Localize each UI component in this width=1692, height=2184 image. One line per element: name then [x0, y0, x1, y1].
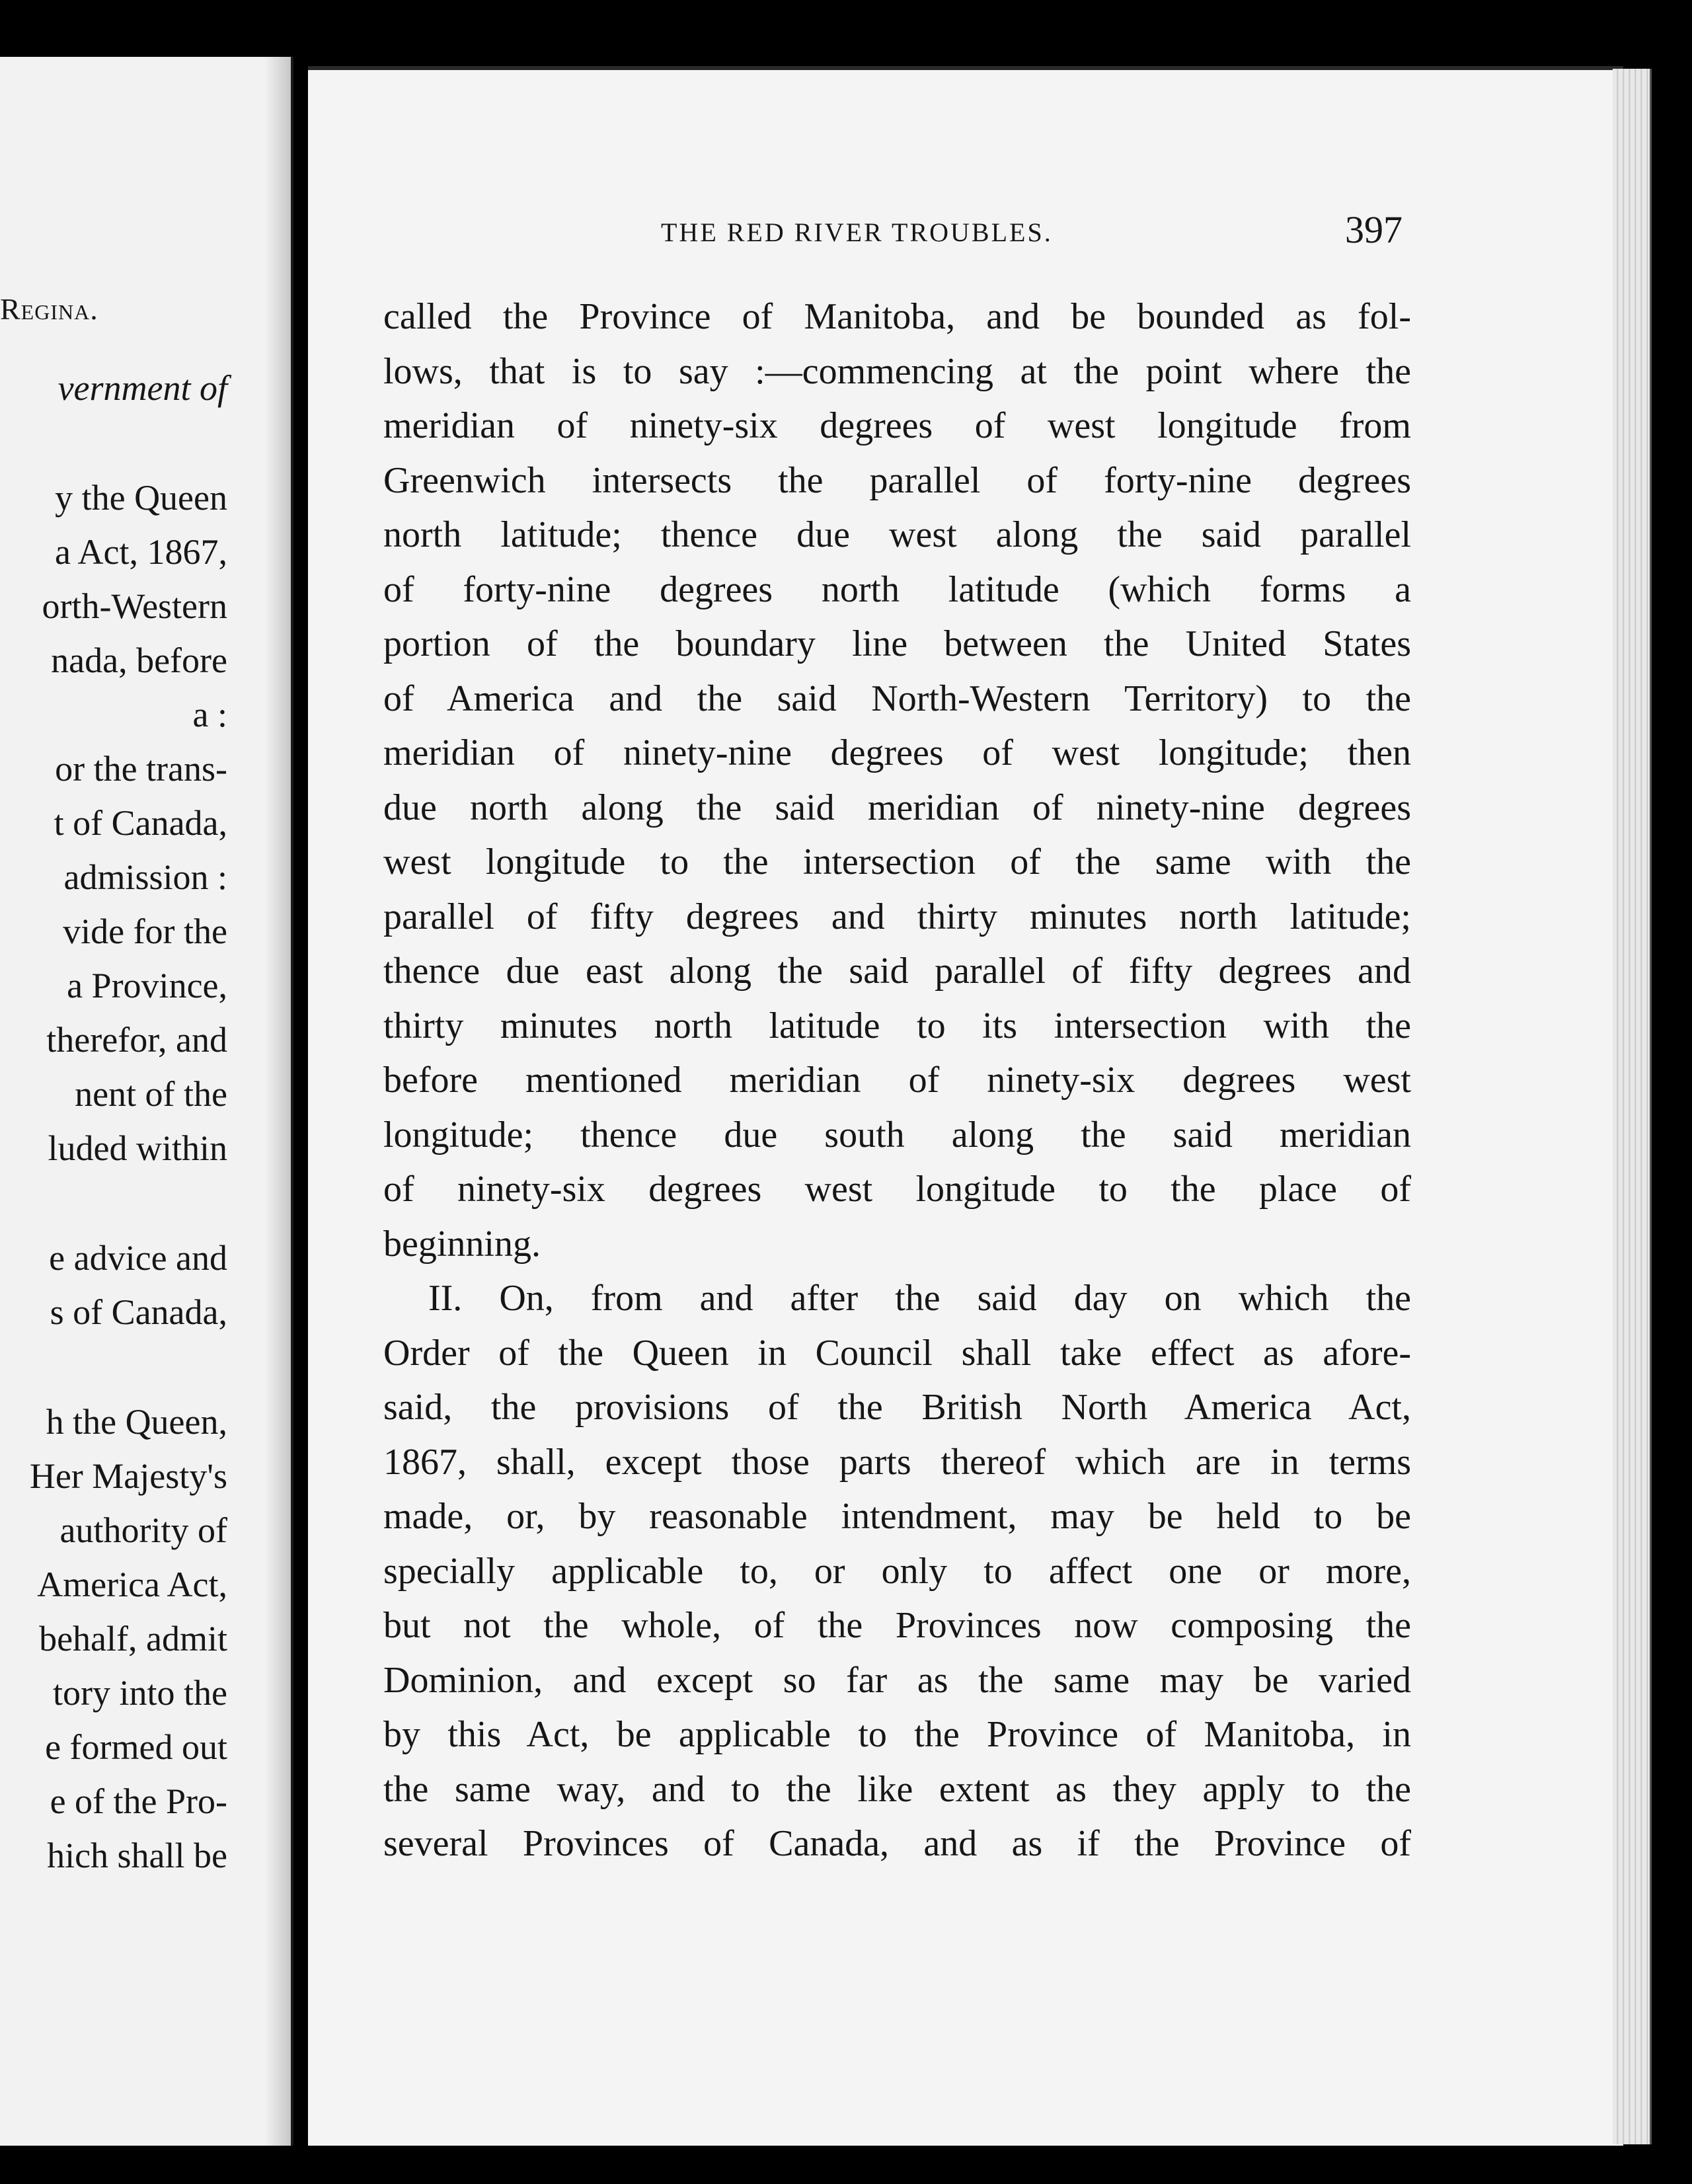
left-text-line	[0, 415, 227, 471]
page-edges	[1613, 69, 1652, 2144]
body-text	[383, 290, 1411, 1871]
left-text-line: a Province,	[67, 966, 227, 1005]
body-text-line: made, or, by reasonable intendment, may be held to be	[383, 1496, 1411, 1537]
page-number: 397	[1345, 208, 1403, 251]
body-text-line: said, the provisions of the British North America Act,	[383, 1387, 1411, 1428]
body-text-line: of ninety-six degrees west longitude to the place of	[383, 1169, 1411, 1210]
left-text-line: authority of	[59, 1510, 227, 1550]
body-text-line: several Provinces of Canada, and as if the Province of	[383, 1823, 1411, 1864]
left-text-line: a Act, 1867,	[55, 532, 227, 572]
running-head: THE RED RIVER TROUBLES.	[661, 217, 1053, 247]
body-text-line: parallel of fifty degrees and thirty minutes north latitude;	[383, 896, 1411, 937]
left-text-line: vide for the	[63, 912, 227, 951]
body-text-line: Order of the Queen in Council shall take effect as afore-	[383, 1332, 1411, 1374]
body-text-line: Dominion, and except so far as the same may be varied	[383, 1659, 1411, 1701]
left-text-line: s of Canada,	[50, 1292, 227, 1332]
left-text-line: t of Canada,	[54, 803, 227, 843]
left-text-line: America Act,	[37, 1565, 227, 1604]
gutter-shadow	[264, 57, 291, 2146]
body-text-line: Greenwich intersects the parallel of forty-nine degrees	[383, 459, 1411, 501]
body-text-line: meridian of ninety-nine degrees of west longitude; then	[383, 732, 1411, 773]
left-text-line: nada, before	[51, 641, 227, 680]
body-text-line: thence due east along the said parallel of fifty degrees and	[383, 951, 1411, 992]
left-text-line: y the Queen	[55, 478, 227, 518]
body-text-line: before mentioned meridian of ninety-six degrees west	[383, 1060, 1411, 1101]
body-text-line: west longitude to the intersection of the same with the	[383, 841, 1411, 882]
body-text-line: beginning.	[383, 1223, 541, 1265]
left-text-line: tory into the	[53, 1673, 227, 1713]
body-text-line: thirty minutes north latitude to its intersection with the	[383, 1005, 1411, 1046]
body-text-line: specially applicable to, or only to affect one or more,	[383, 1550, 1411, 1592]
left-text-line: e of the Pro-	[50, 1781, 227, 1821]
left-text-line: Her Majesty's	[29, 1456, 227, 1496]
body-text-line: longitude; thence due south along the said meridian	[383, 1114, 1411, 1155]
body-text-line: of America and the said North-Western Territory) to the	[383, 678, 1411, 719]
left-text-line: h the Queen,	[46, 1402, 227, 1442]
body-text-line: portion of the boundary line between the United States	[383, 623, 1411, 664]
left-text-line: behalf, admit	[39, 1619, 227, 1658]
left-text-line: a :	[192, 695, 227, 734]
body-text-line: but not the whole, of the Provinces now composing the	[383, 1605, 1411, 1646]
left-text-line: hich shall be	[47, 1836, 227, 1875]
left-text-line	[0, 1339, 227, 1395]
left-running-head: Regina.	[0, 292, 98, 326]
left-text-line: vernment of	[58, 368, 227, 408]
body-text-line: the same way, and to the like extent as they apply to the	[383, 1768, 1411, 1810]
left-text-line: therefor, and	[46, 1020, 227, 1060]
left-text-line: admission :	[63, 857, 227, 897]
left-text-line: e formed out	[45, 1727, 227, 1767]
left-text-line: luded within	[48, 1128, 227, 1168]
body-text-line: north latitude; thence due west along the said parallel	[383, 514, 1411, 555]
body-text-line: II. On, from and after the said day on which the	[428, 1278, 1411, 1319]
body-text-line: meridian of ninety-six degrees of west longitude from	[383, 405, 1411, 446]
left-text-line: orth-Western	[42, 586, 227, 626]
body-text-line: due north along the said meridian of ninety-nine degrees	[383, 787, 1411, 828]
body-text-line: of forty-nine degrees north latitude (which forms a	[383, 568, 1411, 610]
body-text-line: by this Act, be applicable to the Province of Manitoba, in	[383, 1714, 1411, 1755]
left-facing-page	[0, 57, 293, 2146]
body-text-line: lows, that is to say :—commencing at the point where the	[383, 350, 1411, 392]
left-text-line	[0, 1175, 227, 1231]
body-text-line: called the Province of Manitoba, and be bounded as fol-	[383, 296, 1411, 337]
left-text-line: nent of the	[75, 1074, 227, 1114]
left-text-line: e advice and	[49, 1238, 227, 1278]
left-text-line: or the trans-	[55, 749, 227, 789]
body-text-line: 1867, shall, except those parts thereof which are in terms	[383, 1441, 1411, 1483]
left-page-text	[0, 361, 227, 1883]
